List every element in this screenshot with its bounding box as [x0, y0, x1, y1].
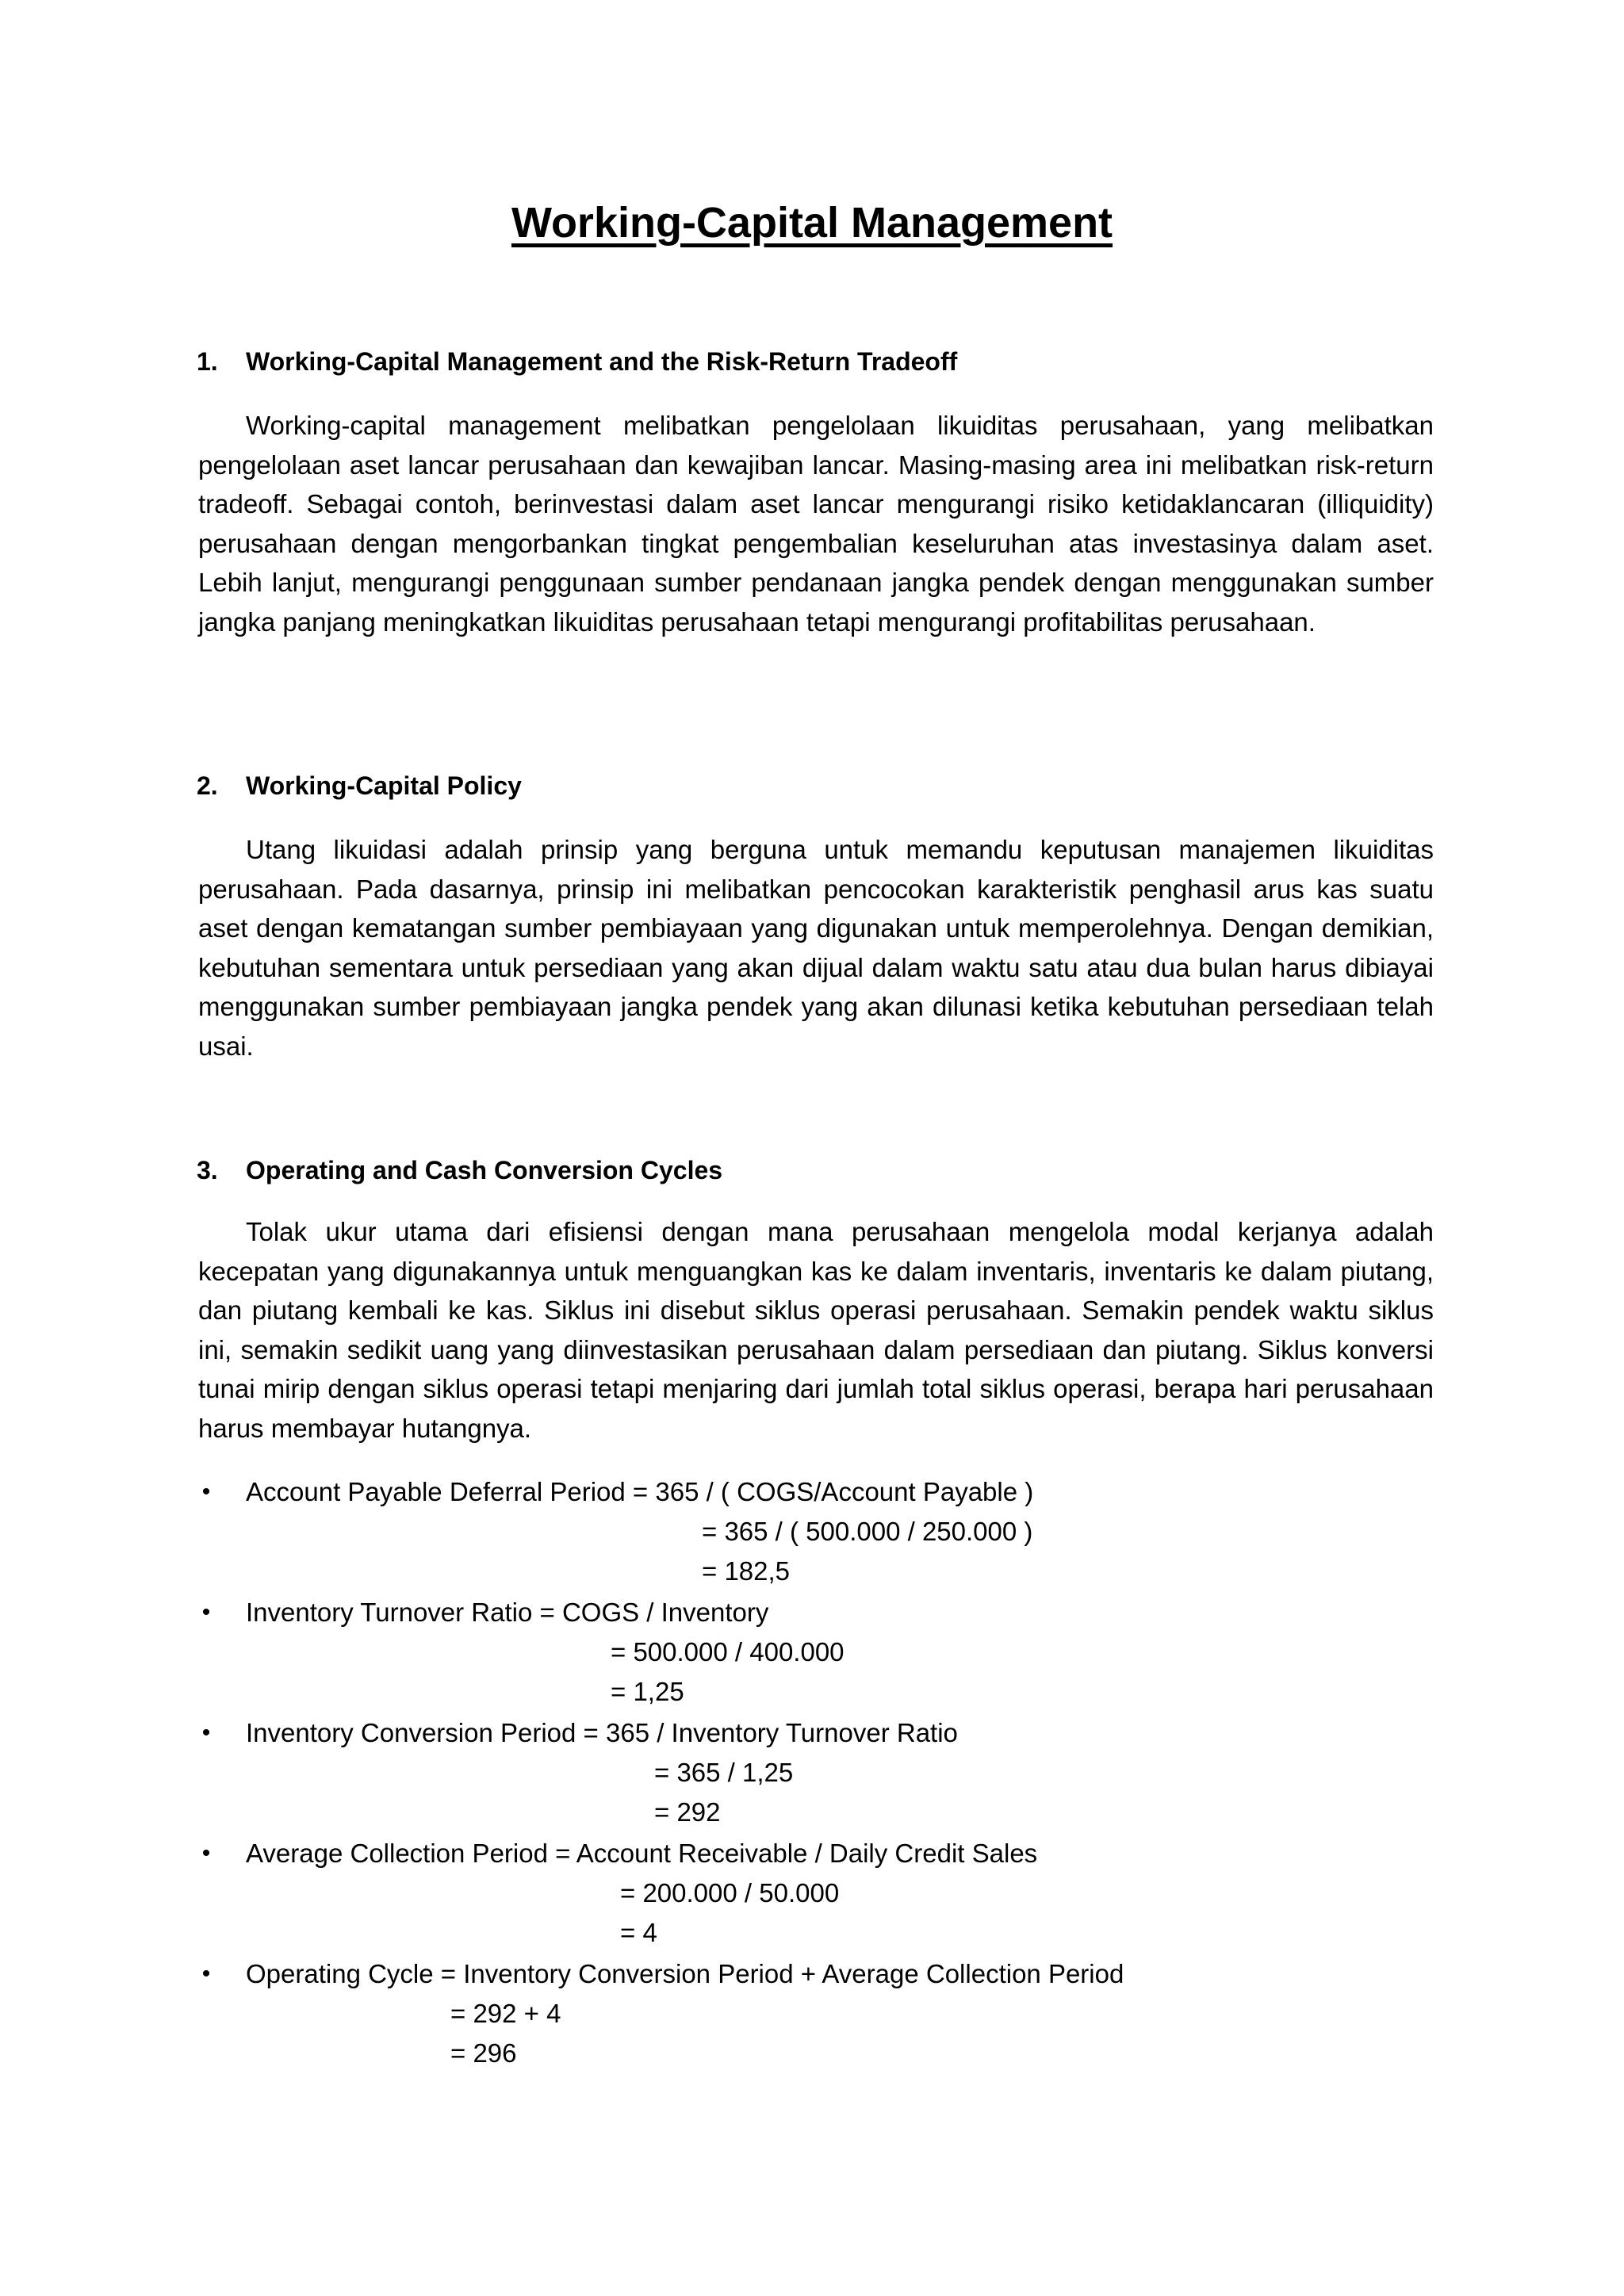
formula-definition: Inventory Conversion Period = 365 / Inventory Turnover Ratio — [246, 1718, 958, 1747]
formula-inventory-turnover-ratio — [201, 1594, 1435, 1714]
formula-substitution: = 200.000 / 50.000 — [620, 1878, 840, 1908]
bullet-icon: • — [201, 1720, 211, 1746]
formula-substitution: = 365 / ( 500.000 / 250.000 ) — [702, 1517, 1033, 1546]
formula-definition: Inventory Turnover Ratio = COGS / Inventory — [246, 1598, 769, 1627]
bullet-icon: • — [201, 1840, 211, 1866]
section-1-title: Working-Capital Management and the Risk-Return Tradeoff — [246, 347, 958, 376]
formula-result: = 1,25 — [611, 1677, 684, 1706]
formula-result: = 4 — [620, 1918, 657, 1947]
formula-definition: Operating Cycle = Inventory Conversion Period + Average Collection Period — [246, 1959, 1124, 1988]
section-1-number: 1. — [197, 347, 218, 376]
section-1-heading — [197, 347, 958, 377]
bullet-icon: • — [201, 1479, 211, 1505]
formula-substitution: = 365 / 1,25 — [654, 1758, 794, 1787]
formula-result: = 292 — [654, 1797, 721, 1827]
formula-inventory-conversion-period — [201, 1714, 1435, 1835]
formula-average-collection-period — [201, 1835, 1435, 1955]
section-3-paragraph: Tolak ukur utama dari efisiensi dengan mana perusahaan mengelola modal kerjanya adalah kecepatan yang digunakannya untuk menguangkan kas ke dalam inventaris, inventaris ke dalam piutang, dan piutang kembali ke kas. Siklus ini disebut siklus operasi perusahaan. Semakin pendek waktu siklus ini, semakin sedikit uang yang diinvestasikan perusahaan dalam persediaan dan piutang. Siklus konversi tunai mirip dengan siklus operasi tetapi menjaring dari jumlah total siklus operasi, berapa hari perusahaan harus membayar hutangnya. — [198, 1217, 1434, 1443]
formula-account-payable-deferral-period — [201, 1473, 1435, 1594]
formula-list — [201, 1473, 1435, 2076]
formula-operating-cycle — [201, 1955, 1435, 2076]
bullet-icon: • — [201, 1599, 211, 1625]
section-3-heading — [197, 1156, 723, 1185]
page-title: Working-Capital Management — [511, 199, 1113, 247]
section-2-number: 2. — [197, 771, 218, 800]
section-2-paragraph: Utang likuidasi adalah prinsip yang berguna untuk memandu keputusan manajemen likuiditas perusahaan. Pada dasarnya, prinsip ini melibatkan pencocokan karakteristik penghasil arus kas suatu aset dengan kematangan sumber pembiayaan yang digunakan untuk memperolehnya. Dengan demikian, kebutuhan sementara untuk persediaan yang akan dijual dalam waktu satu atau dua bulan harus dibiayai menggunakan sumber pembiayaan jangka pendek yang akan dilunasi ketika kebutuhan persediaan telah usai. — [198, 835, 1434, 1061]
section-1-paragraph: Working-capital management melibatkan pengelolaan likuiditas perusahaan, yang melibatkan pengelolaan aset lancar perusahaan dan kewajiban lancar. Masing-masing area ini melibatkan risk-return tradeoff. Sebagai contoh, berinvestasi dalam aset lancar mengurangi risiko ketidaklancaran (illiquidity) perusahaan dengan mengorbankan tingkat pengembalian keseluruhan atas investasinya dalam aset. Lebih lanjut, mengurangi penggunaan sumber pendanaan jangka pendek dengan menggunakan sumber jangka panjang meningkatkan likuiditas perusahaan tetapi mengurangi profitabilitas perusahaan. — [198, 411, 1434, 637]
formula-definition: Account Payable Deferral Period = 365 / ( COGS/Account Payable ) — [246, 1477, 1034, 1506]
bullet-icon: • — [201, 1961, 211, 1987]
section-2-title: Working-Capital Policy — [246, 771, 522, 800]
formula-definition: Average Collection Period = Account Receivable / Daily Credit Sales — [246, 1839, 1038, 1868]
formula-substitution: = 292 + 4 — [450, 1999, 561, 2028]
formula-substitution: = 500.000 / 400.000 — [611, 1637, 845, 1667]
section-2-heading — [197, 771, 522, 801]
section-3-number: 3. — [197, 1156, 218, 1184]
section-3-title: Operating and Cash Conversion Cycles — [246, 1156, 723, 1184]
formula-result: = 296 — [450, 2038, 517, 2068]
formula-result: = 182,5 — [702, 1556, 791, 1586]
